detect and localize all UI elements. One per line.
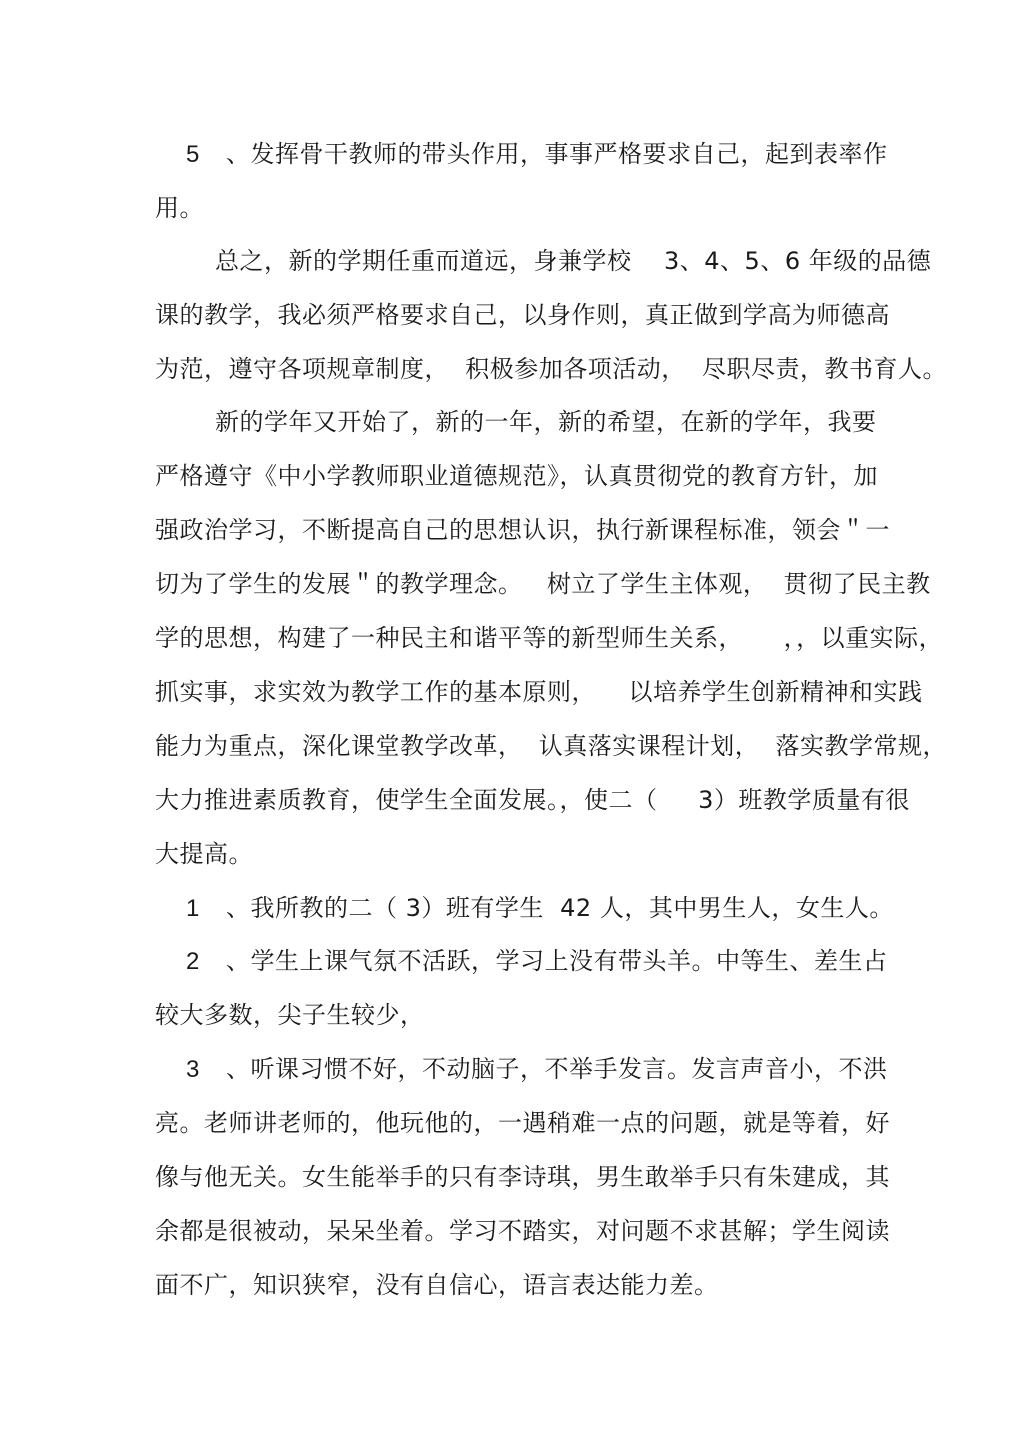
item-3-line-4: 余都是很被动，呆呆坐着。学习不踏实，对问题不求甚解；学生阅读 — [155, 1217, 890, 1245]
item-1-line-1 — [186, 892, 906, 925]
paragraph-5-line-1 — [186, 138, 906, 171]
paragraph-5-text-1: 、发挥骨干教师的带头作用，事事严格要求自己，起到表率作 — [226, 140, 888, 168]
item-3-text-1: 、听课习惯不好，不动脑子，不举手发言。发言声音小，不洪 — [226, 1055, 888, 1083]
new-year-line-9: 大提高。 — [155, 840, 253, 868]
item-3-line-3: 像与他无关。女生能举手的只有李诗琪，男生敢举手只有朱建成，其 — [155, 1163, 890, 1191]
item-2-number: 2 — [186, 948, 200, 975]
summary-line-2: 课的教学，我必须严格要求自己，以身作则，真正做到学高为师德高 — [155, 301, 890, 329]
item-3-line-5: 面不广，知识狭窄，没有自信心，语言表达能力差。 — [155, 1271, 719, 1299]
item-2-text-1: 、学生上课气氛不活跃，学习上没有带头羊。中等生、差生占 — [226, 947, 888, 975]
item-3-line-2: 亮。老师讲老师的，他玩他的，一遇稍难一点的问题，就是等着，好 — [155, 1109, 890, 1137]
paragraph-5-number: 5 — [186, 141, 200, 168]
new-year-line-8: 大力推进素质教育，使学生全面发展。，使二（ 3）班教学质量有很 — [155, 786, 910, 814]
item-1-number: 1 — [186, 895, 200, 922]
new-year-line-5: 学的思想，构建了一种民主和谐平等的新型师生关系， ，，以重实际， — [155, 624, 944, 652]
new-year-line-7: 能力为重点，深化课堂教学改革， 认真落实课程计划， 落实教学常规， — [155, 732, 948, 760]
new-year-line-6: 抓实事，求实效为教学工作的基本原则， 以培养学生创新精神和实践 — [155, 678, 923, 706]
item-2-line-2: 较大多数，尖子生较少， — [155, 1001, 425, 1029]
new-year-line-2: 严格遵守《中小学教师职业道德规范》，认真贯彻党的教育方针，加 — [155, 462, 878, 490]
new-year-line-4: 切为了学生的发展＂的教学理念。 树立了学生主体观， 贯彻了民主教 — [155, 570, 931, 598]
paragraph-5-line-2: 用。 — [155, 194, 204, 222]
summary-line-3: 为范，遵守各项规章制度， 积极参加各项活动， 尽职尽责，教书育人。 — [155, 355, 948, 383]
item-1-text: 、我所教的二（ 3）班有学生 42 人，其中男生人，女生人。 — [226, 894, 894, 922]
item-2-line-1 — [186, 945, 906, 978]
new-year-line-1: 新的学年又开始了，新的一年，新的希望，在新的学年，我要 — [215, 408, 877, 436]
item-3-number: 3 — [186, 1056, 200, 1083]
summary-line-1: 总之，新的学期任重而道远，身兼学校 3、4、5、6 年级的品德 — [215, 247, 932, 275]
item-3-line-1 — [186, 1053, 906, 1086]
new-year-line-3: 强政治学习，不断提高自己的思想认识，执行新课程标准，领会＂一 — [155, 516, 890, 544]
